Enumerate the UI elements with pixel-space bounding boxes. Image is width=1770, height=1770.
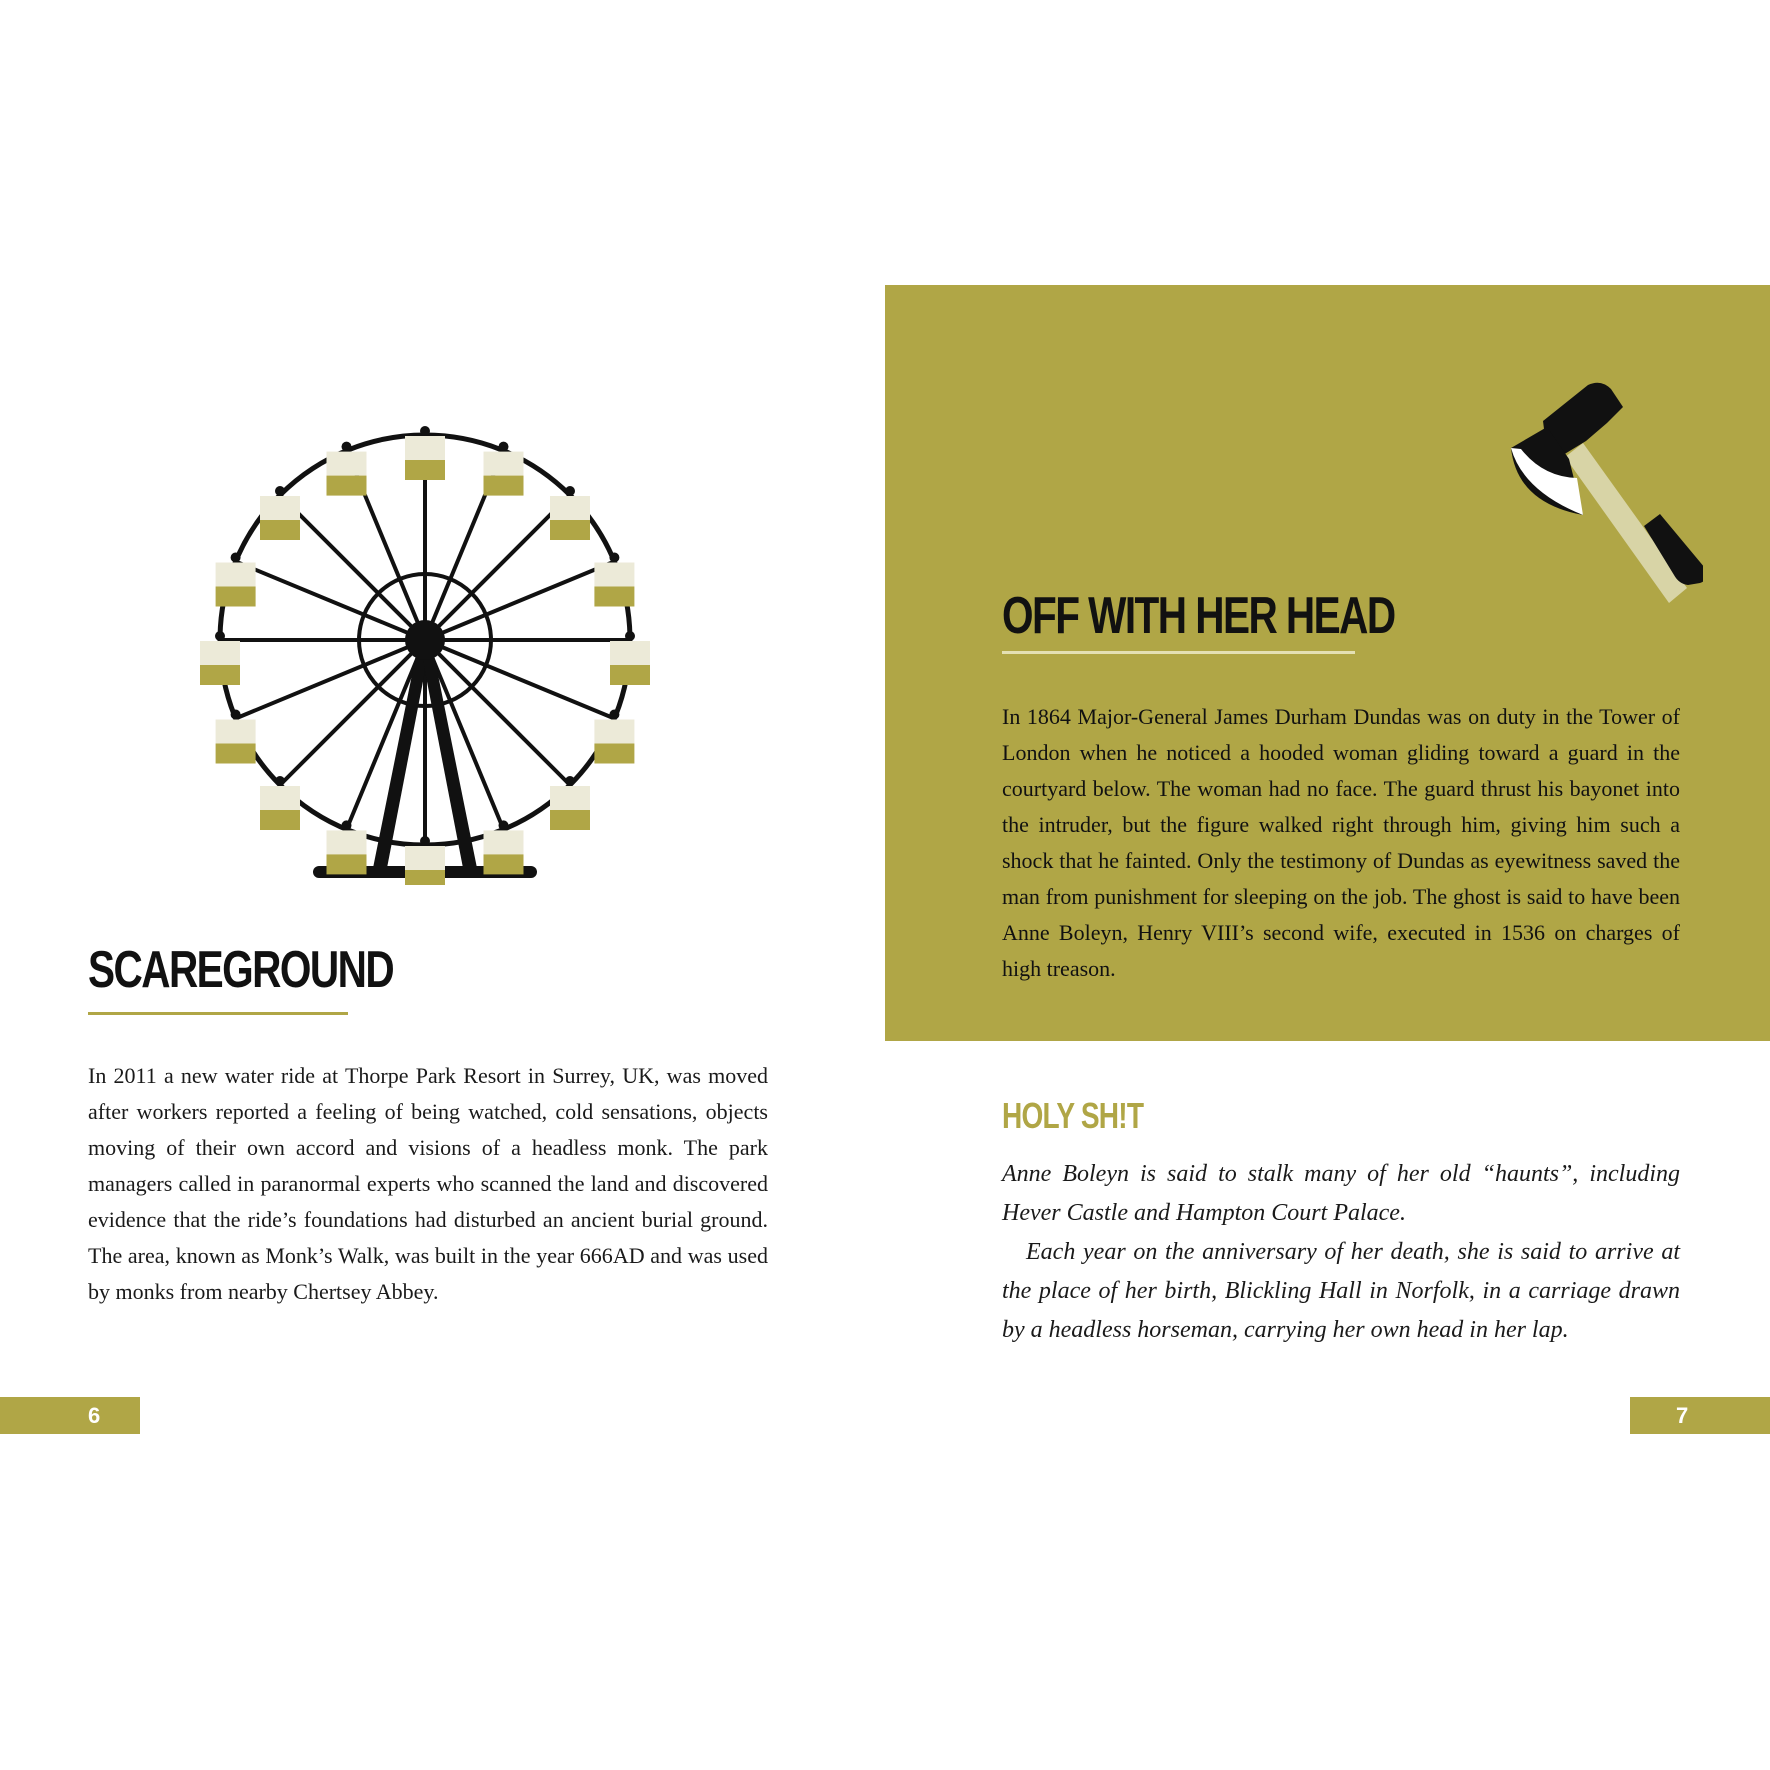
page-number-label: 7 [1676,1403,1689,1428]
gondola-body [405,870,445,885]
gondola [260,776,300,830]
gondola-window [594,563,634,587]
title-underline [1002,651,1355,654]
gondola-window [484,452,524,476]
gondola-pivot [565,486,575,496]
gondola [484,820,524,874]
page-number-right [1630,1397,1770,1434]
gondola-window [405,436,445,460]
gondola-body [200,665,240,685]
gondola-body [260,520,300,540]
axe-icon [1393,363,1703,623]
gondola-body [550,810,590,830]
gondola-body [405,460,445,480]
gondola-body [484,476,524,496]
page-number-left [0,1397,140,1434]
axe-handle [1565,443,1687,603]
body-text-dundas: In 1864 Major-General James Durham Dundas was on duty in the Tower of London when he noticed a hooded woman gliding toward a guard in the courtyard below. The woman had no face. The guard thrust his bayonet into the intruder, but the figure walked right through him, giving him such a shock that he fainted. Only the testimony of Dundas as eyewitness saved the man from punishment for sleeping on the job. The ghost is said to have been Anne Boleyn, Henry VIII’s second wife, executed in 1536 on charges of high treason. [1002,704,1680,981]
gondola-body [216,587,256,607]
gondola-pivot [625,631,635,641]
title-underline [88,1012,348,1015]
gondola-window [216,563,256,587]
gondola [550,486,590,540]
wheel-spoke [425,495,570,640]
gondola-body [484,854,524,874]
gondola-window [610,641,650,665]
gondola-body [327,476,367,496]
gondola [216,553,256,607]
gondola-pivot [420,836,430,846]
body-text-part: In 2011 a new water ride at Thorpe Park Resort in Surrey, UK, was moved after workers reported a feeling of being watched, cold sensations, objects moving of their own accord and visions of a headless monk. The park managers called in paranormal experts who scanned the land and discovered evidence that the ride’s foundations had disturbed an ancient burial ground. The area, known as Monk’s Walk, was built in the year 666 [88,1063,768,1268]
feature-panel [885,285,1770,1041]
sidebar-title: HOLY SH!T [1002,1095,1144,1136]
gondola-window [327,452,367,476]
gondola-pivot [342,442,352,452]
gondola-window [550,786,590,810]
body-text-scareground [88,1058,768,1310]
gondola [484,442,524,496]
body-text-part: and was used by monks from nearby Chertsey Abbey. [88,1243,768,1304]
gondola [327,442,367,496]
gondola-pivot [275,486,285,496]
gondola-pivot [609,710,619,720]
section-title-scareground: SCAREGROUND [88,941,394,999]
gondola [260,486,300,540]
gondola-window [260,786,300,810]
gondola-window [216,720,256,744]
ferris-wheel-icon [190,395,660,885]
gondola-pivot [215,631,225,641]
gondola-body [260,810,300,830]
gondola-body [594,744,634,764]
gondola-window [550,496,590,520]
gondola-pivot [565,776,575,786]
right-page [885,0,1770,1770]
gondola-window [327,830,367,854]
gondola [594,553,634,607]
gondola-body [327,854,367,874]
gondola-pivot [499,442,509,452]
gondola-pivot [275,776,285,786]
wheel-leg [373,640,431,868]
gondola-pivot [231,710,241,720]
gondola-pivot [231,553,241,563]
gondola-window [484,830,524,854]
sidebar-paragraph: Anne Boleyn is said to stalk many of her old “haunts”, including Hever Castle and Hampton Court Palace. [1002,1161,1680,1226]
section-title-off-with-her-head: OFF WITH HER HEAD [1002,587,1395,645]
gondola [216,710,256,764]
gondola-body [216,744,256,764]
gondola [550,776,590,830]
gondola-window [260,496,300,520]
gondola-window [594,720,634,744]
gondola-pivot [609,553,619,563]
wheel-hub [405,620,445,660]
wheel-leg [419,640,477,868]
gondola-body [550,520,590,540]
gondola [327,820,367,874]
page-number-label: 6 [88,1403,101,1428]
era-abbreviation: AD [612,1243,645,1268]
wheel-spoke [280,495,425,640]
gondola-body [594,587,634,607]
gondola-pivot [342,820,352,830]
gondola-window [405,846,445,870]
gondola-body [610,665,650,685]
gondola [594,710,634,764]
sidebar-paragraph: Each year on the anniversary of her death, she is said to arrive at the place of her birth, Blickling Hall in Norfolk, in a carriage drawn by a headless horseman, carrying her own head in her lap. [1002,1239,1680,1343]
gondola-window [200,641,240,665]
gondola-pivot [420,426,430,436]
gondola-pivot [499,820,509,830]
